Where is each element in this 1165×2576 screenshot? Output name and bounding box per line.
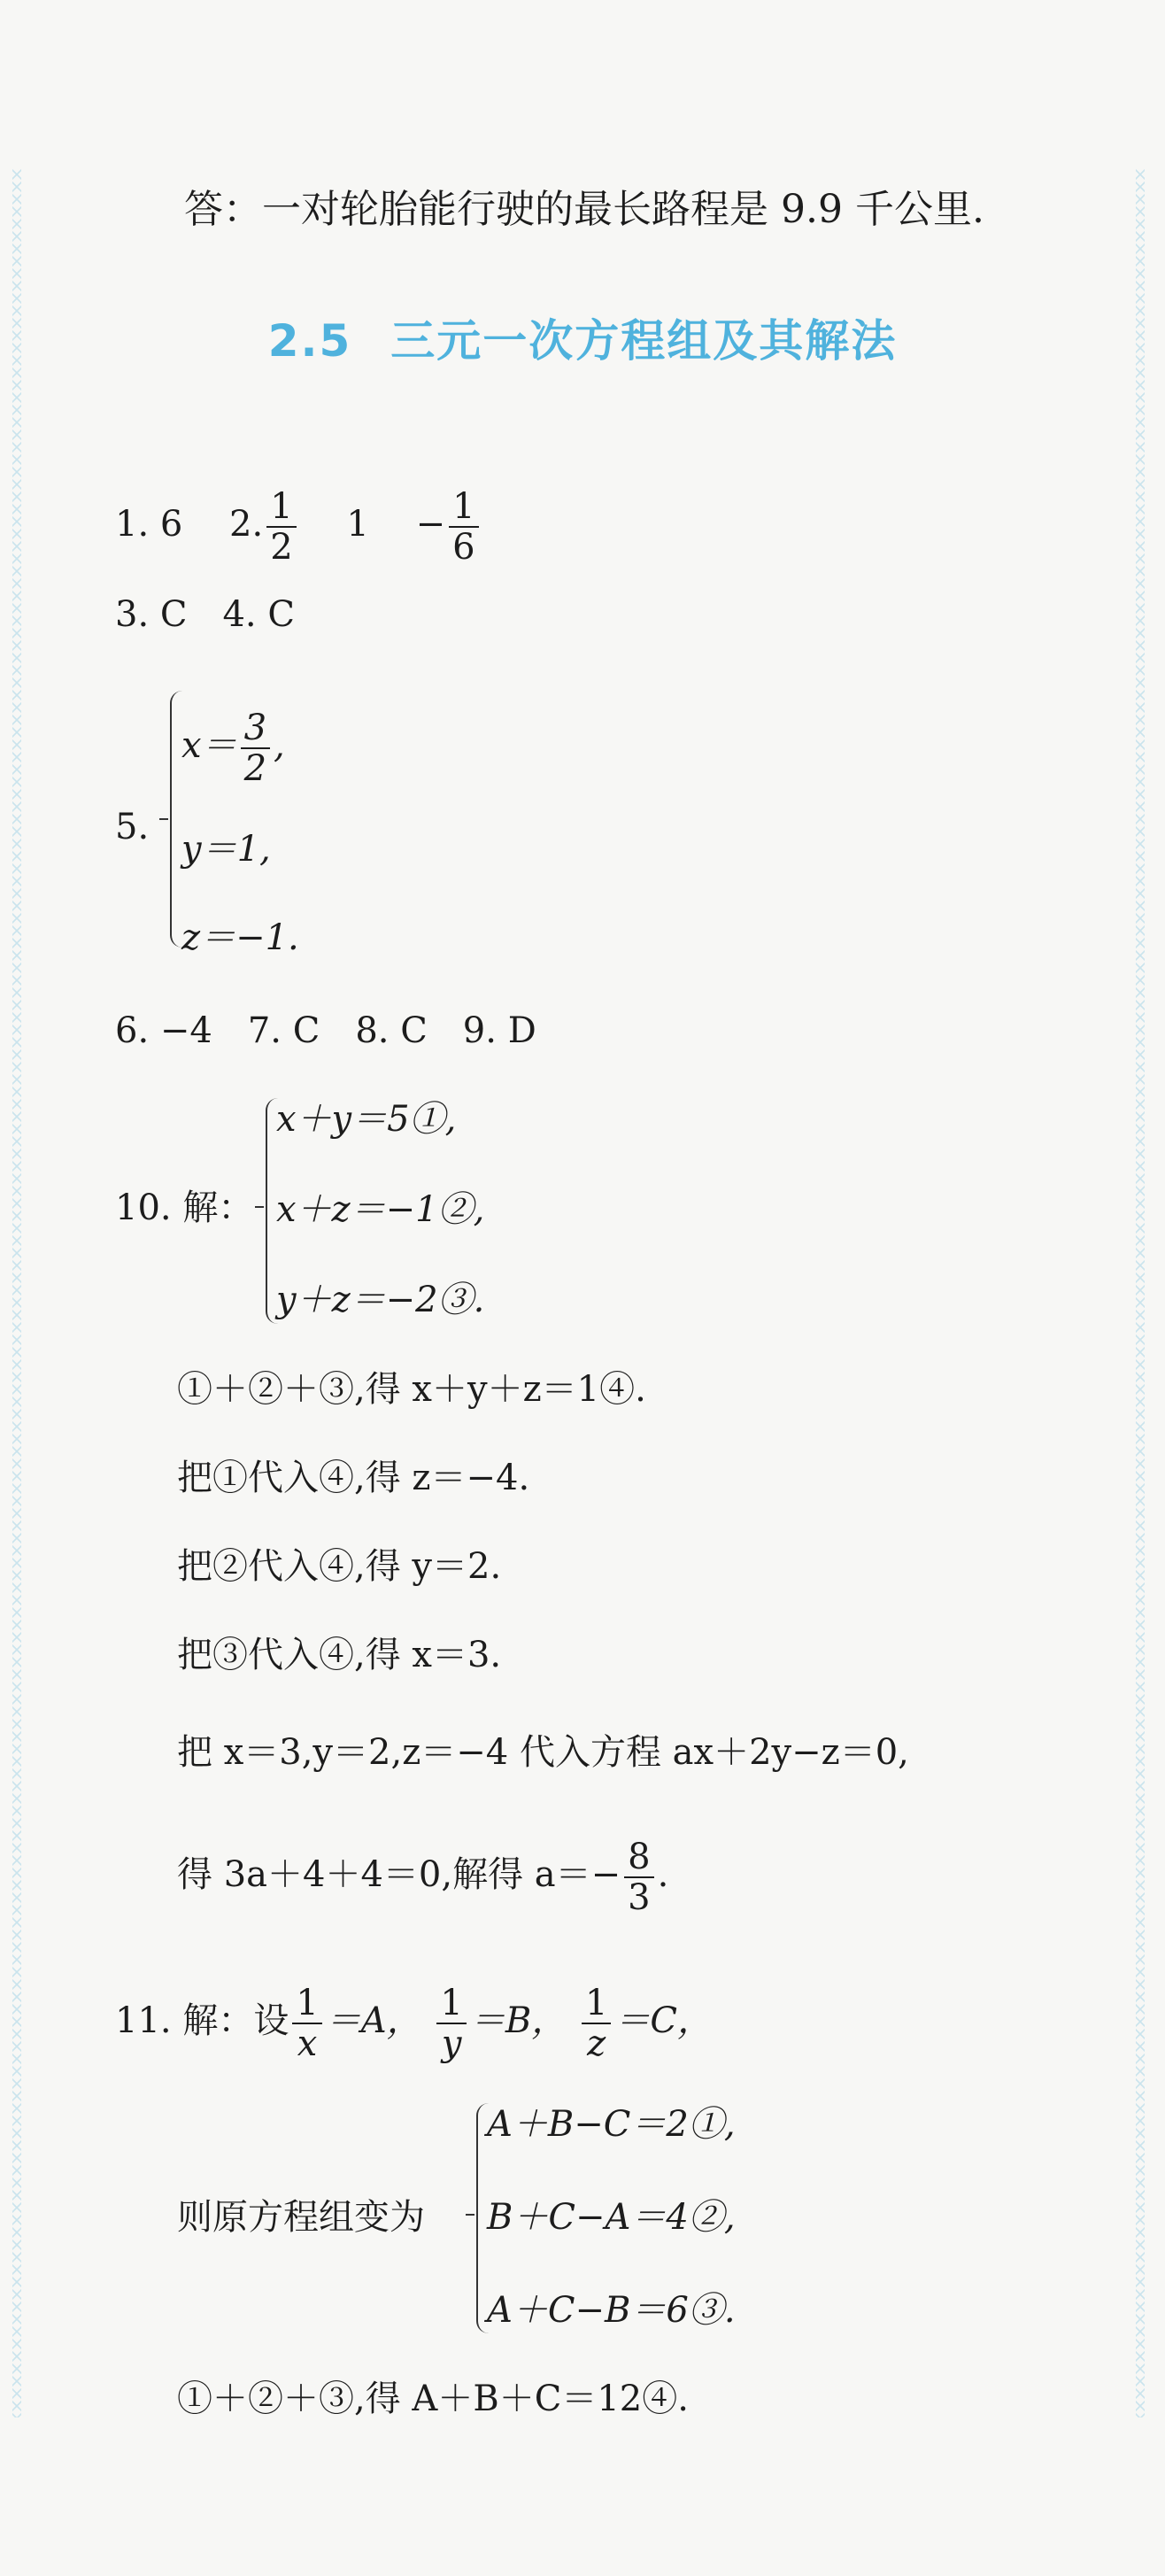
q11-system-label: 则原方程组变为 — [177, 2197, 425, 2238]
q11-eq3: A＋C−B＝6③. — [487, 2290, 736, 2331]
page-border-left — [12, 168, 21, 2417]
answers-3-4: 3. C 4. C — [115, 594, 295, 635]
answers-1-2 — [115, 487, 482, 567]
q5-eq-y: y＝1, — [181, 829, 271, 870]
answer-line: 答：一对轮胎能行驶的最长路程是 9.9 千公里. — [184, 187, 984, 232]
section-number: 2.5 — [267, 315, 352, 367]
q10-step1: ①＋②＋③,得 x＋y＋z＝1④. — [177, 1369, 646, 1410]
q11-eq2: B＋C−A＝4②, — [487, 2197, 736, 2238]
answer-1: 1. 6 — [115, 504, 183, 545]
answer-2-mid: 1 — [346, 504, 369, 545]
answer-10-label: 10. 解： — [115, 1187, 254, 1228]
section-title: 三元一次方程组及其解法 — [390, 315, 898, 367]
q10-eq2: x＋z＝−1②, — [276, 1189, 485, 1230]
answers-6-9: 6. −4 7. C 8. C 9. D — [115, 1010, 536, 1051]
brace-q11-tip — [466, 2214, 474, 2216]
q10-step2: 把①代入④,得 z＝−4. — [177, 1458, 530, 1498]
answer-5-label: 5. — [115, 807, 150, 847]
q10-eq1: x＋y＝5①, — [276, 1099, 457, 1140]
q11-eq1: A＋B−C＝2①, — [487, 2104, 736, 2145]
answer-2-neg: − — [415, 504, 446, 545]
q11-substitution: 11. 解：设 $\frac{1}{x}$ ＝A， $\frac{1}{y}$ ＝B， $\frac{1}{z}$ ＝C， — [115, 1983, 714, 2064]
q10-step4: 把③代入④,得 x＝3. — [177, 1635, 502, 1675]
page-border-right — [1136, 168, 1145, 2417]
q5-eq-x: x＝ $\frac{3}{2}$ , — [181, 708, 285, 789]
q10-step3: 把②代入④,得 y＝2. — [177, 1546, 502, 1587]
section-heading — [0, 306, 1165, 369]
q5-eq-z: z＝−1. — [181, 917, 299, 958]
q11-step1: ①＋②＋③,得 A＋B＋C＝12④. — [177, 2379, 689, 2419]
fraction-half: $\frac{1}{2}$ — [266, 487, 296, 567]
answer-2-label: 2. — [229, 504, 264, 545]
q10-step6: 得 3a＋4＋4＝0,解得 a＝− $\frac{8}{3}$ . — [177, 1837, 669, 1918]
q10-eq3: y＋z＝−2③. — [276, 1280, 485, 1320]
brace-q5-tip — [159, 818, 168, 820]
fraction-sixth: $\frac{1}{6}$ — [449, 487, 478, 567]
brace-q10-tip — [255, 1206, 264, 1208]
q10-step5: 把 x＝3,y＝2,z＝−4 代入方程 ax＋2y−z＝0, — [177, 1732, 909, 1773]
